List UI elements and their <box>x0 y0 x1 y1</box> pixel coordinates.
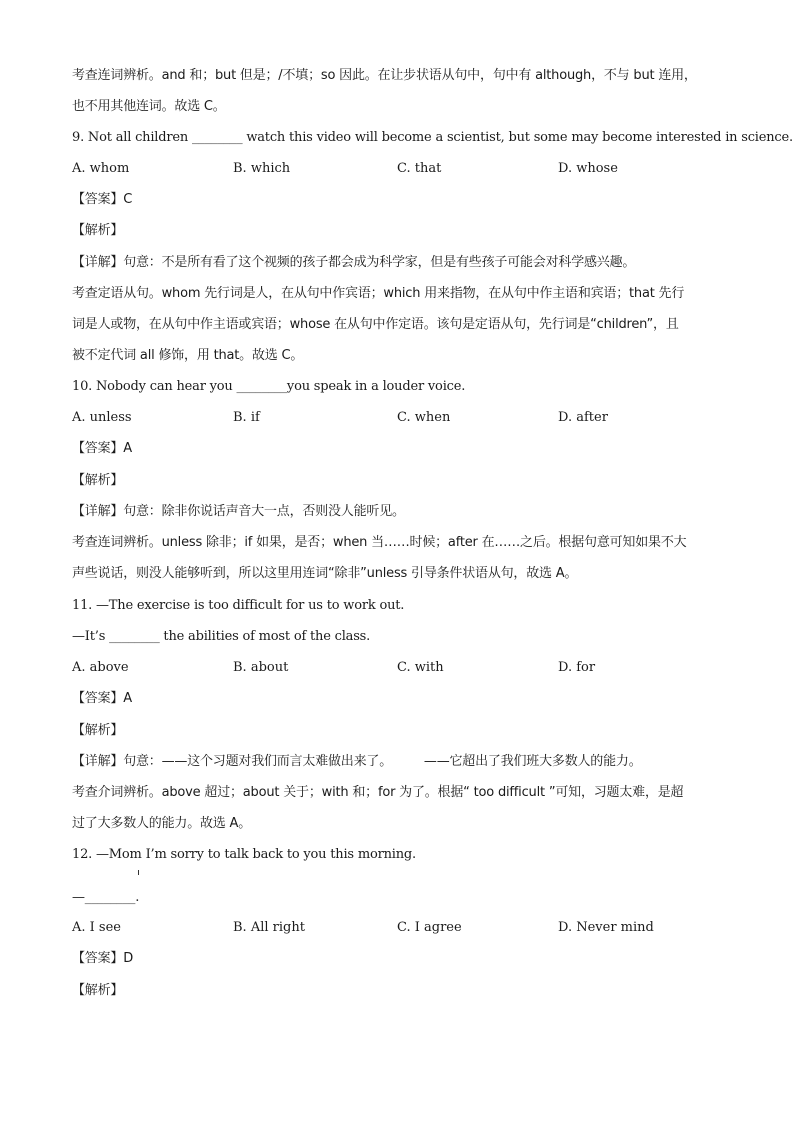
detail-line: 词是人或物，在从句中作主语或宾语；whose 在从句中作定语。该句是定语从句，先行词是“children”，且 <box>72 317 679 332</box>
option-a: A. unless <box>72 410 132 425</box>
option-c: C. I agree <box>397 920 462 935</box>
answer-label: 【答案】C <box>72 192 133 207</box>
comma-mark <box>138 870 139 875</box>
detail-line: 【详解】句意：——这个习题对我们而言太难做出来了。 ——它超出了我们班大多数人的能力。 <box>72 754 642 769</box>
option-a: A. I see <box>72 920 121 935</box>
question-12-stem-reply: —________. <box>72 890 140 905</box>
question-12-stem: 12. —Mom I’m sorry to talk back to you this morning. <box>72 847 416 862</box>
option-b: B. All right <box>233 920 305 935</box>
question-11-stem-reply: —It’s ________ the abilities of most of the class. <box>72 629 371 644</box>
option-a: A. above <box>72 660 129 675</box>
option-b: B. about <box>233 660 289 675</box>
question-12-options <box>72 918 752 938</box>
detail-line: 【详解】句意：除非你说话声音大一点，否则没人能听见。 <box>72 504 405 519</box>
option-c: C. that <box>397 161 442 176</box>
option-d: D. after <box>558 410 608 425</box>
analysis-label: 【解析】 <box>72 223 124 238</box>
answer-label: 【答案】A <box>72 691 132 706</box>
option-c: C. when <box>397 410 451 425</box>
option-d: D. Never mind <box>558 920 654 935</box>
analysis-label: 【解析】 <box>72 723 124 738</box>
question-11-options <box>72 658 752 678</box>
option-d: D. whose <box>558 161 618 176</box>
option-b: B. if <box>233 410 260 425</box>
intro-line-1: 考查连词辨析。and 和；but 但是；/不填；so 因此。在让步状语从句中，句中有 although，不与 but 连用， <box>72 68 697 83</box>
detail-line: 【详解】句意：不是所有看了这个视频的孩子都会成为科学家，但是有些孩子可能会对科学感兴趣。 <box>72 255 636 270</box>
analysis-label: 【解析】 <box>72 473 124 488</box>
option-b: B. which <box>233 161 291 176</box>
question-10-stem: 10. Nobody can hear you ________you speak in a louder voice. <box>72 379 466 394</box>
analysis-label: 【解析】 <box>72 983 124 998</box>
answer-label: 【答案】D <box>72 951 134 966</box>
detail-line: 考查介词辨析。above 超过；about 关于；with 和；for 为了。根据“ too difficult ”可知，习题太难，是超 <box>72 785 684 800</box>
detail-line: 被不定代词 all 修饰，用 that。故选 C。 <box>72 348 304 363</box>
detail-line: 过了大多数人的能力。故选 A。 <box>72 816 252 831</box>
option-c: C. with <box>397 660 444 675</box>
option-d: D. for <box>558 660 596 675</box>
intro-line-2: 也不用其他连词。故选 C。 <box>72 99 226 114</box>
option-a: A. whom <box>72 161 130 176</box>
question-11-stem: 11. —The exercise is too difficult for us to work out. <box>72 598 405 613</box>
detail-line: 声些说话，则没人能够听到，所以这里用连词“除非”unless 引导条件状语从句，故选 A。 <box>72 566 578 581</box>
detail-line: 考查定语从句。whom 先行词是人，在从句中作宾语；which 用来指物，在从句中作主语和宾语；that 先行 <box>72 286 685 301</box>
question-10-options <box>72 408 752 428</box>
detail-line: 考查连词辨析。unless 除非；if 如果，是否；when 当……时候；after 在……之后。根据句意可知如果不大 <box>72 535 687 550</box>
question-9-options <box>72 159 752 179</box>
answer-label: 【答案】A <box>72 441 132 456</box>
question-9-stem: 9. Not all children ________ watch this video will become a scientist, but some may become interested in science. <box>72 130 793 145</box>
